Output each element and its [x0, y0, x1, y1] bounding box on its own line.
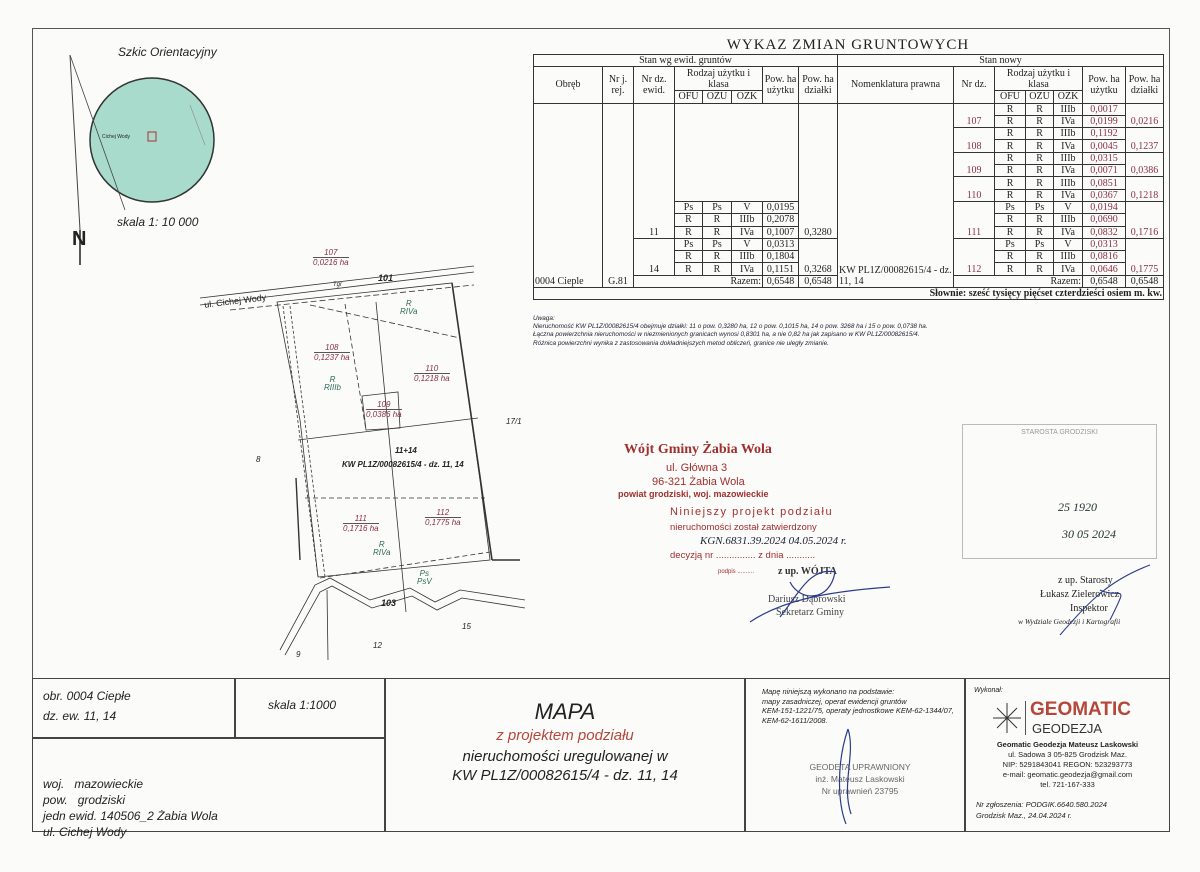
table-cell: R [995, 103, 1026, 115]
table-cell: 0,1775 [1126, 238, 1164, 275]
table-cell: R [703, 251, 732, 263]
map-subtitle: z projektem podziału [496, 727, 634, 744]
table-cell: 108 [954, 128, 995, 153]
title-location-box [32, 738, 385, 839]
parcel-107: 107 0,0216 ha [313, 248, 349, 267]
table-cell: IVa [1054, 263, 1083, 275]
table-cell: 0,0313 [763, 238, 799, 250]
table-cell: Ps [703, 201, 732, 213]
notes [533, 315, 928, 348]
table-cell: 0,1192 [1083, 128, 1126, 140]
table-cell: 0,3268 [799, 238, 838, 275]
compass-rose-icon [992, 701, 1022, 735]
table-cell: 110 [954, 177, 995, 202]
col-powu: Pow. ha użytku [763, 67, 799, 103]
approval-city: 96-321 Żabia Wola [652, 476, 745, 488]
road-103: 103 [381, 598, 397, 608]
table-cell: R [995, 226, 1026, 238]
table-cell: R [995, 177, 1026, 189]
table-cell: Ps [1026, 238, 1054, 250]
col-rodzaj-new: Rodzaj użytku i klasa [995, 67, 1083, 91]
title-pow: pow. grodziski [43, 793, 126, 807]
col-powu-new: Pow. ha użytku [1083, 67, 1126, 103]
map-subtitle: nieruchomości uregulowanej w [462, 748, 668, 765]
neighbour-12: 12 [373, 641, 382, 650]
neighbour-15: 15 [462, 622, 471, 631]
table-cell: 0,0690 [1083, 214, 1126, 226]
new-state-header: Stan nowy [838, 55, 1164, 67]
table-cell: IIIb [732, 214, 763, 226]
table-cell: 0,1151 [763, 263, 799, 275]
table-cell: 0,0816 [1083, 251, 1126, 263]
table-cell: R [995, 251, 1026, 263]
sketch-street: Cichej Wody [102, 134, 130, 140]
title-obreb: obr. 0004 Ciepłe [43, 689, 131, 703]
table-cell: R [675, 226, 703, 238]
col-rodzaj: Rodzaj użytku i klasa [675, 67, 763, 91]
table-cell: R [1026, 177, 1054, 189]
table-cell: R [1026, 152, 1054, 164]
table-cell: V [1054, 201, 1083, 213]
col-ofu: OFU [675, 91, 703, 103]
table-cell: 0,0851 [1083, 177, 1126, 189]
table-cell: Razem: [954, 275, 1083, 287]
neighbour-8: 8 [256, 455, 261, 464]
table-cell: R [703, 214, 732, 226]
notes-line: Łączna powierzchnia nieruchomości w niezmienionych granicach wynosi 0,8301 ha, a nie 0,82 ha jak zapisano w KW PL1Z/00082615/4. [533, 331, 920, 339]
title-woj: woj. mazowieckie [43, 777, 144, 791]
table-cell: 11 [634, 103, 675, 238]
table-cell: 0,0386 [1126, 152, 1164, 177]
table-row [534, 103, 1164, 115]
approval-zup: z up. WÓJTA [778, 566, 837, 577]
col-nrj: Nr j. rej. [603, 67, 634, 103]
title-jedn: jedn ewid. 140506_2 Żabia Wola [43, 809, 218, 823]
basis-line: KEM-62-1611/2008. [762, 715, 828, 725]
sketch-title: Szkic Orientacyjny [118, 45, 217, 59]
stamp-head: STAROSTA GRODZISKI [1021, 429, 1098, 436]
col-nrdz-new: Nr dz. [954, 67, 995, 103]
geodeta-stamp: GEODETA UPRAWNIONY inż. Mateusz Laskowski Nr uprawnień 23795 [809, 762, 911, 796]
table-cell: IIIb [1054, 128, 1083, 140]
title-dz: dz. ew. 11, 14 [43, 709, 117, 723]
table-cell: R [675, 214, 703, 226]
sketch-scale: skala 1: 10 000 [117, 215, 199, 229]
table-cell: R [1026, 128, 1054, 140]
land-use-label: R RIVa [373, 540, 391, 557]
title-basis-box [745, 678, 965, 832]
table-cell: V [732, 201, 763, 213]
table-cell: 0,1804 [763, 251, 799, 263]
table-cell: R [1026, 115, 1054, 127]
col-ozk: OZK [732, 91, 763, 103]
table-cell: V [732, 238, 763, 250]
land-use-label: R RIVa [400, 299, 418, 316]
north-arrow-icon: N [72, 228, 87, 250]
table-cell: Ps [1026, 201, 1054, 213]
registration-info: Nr zgłoszenia: PODGIK.6640.580.2024 Grodzisk Maz., 24.04.2024 r. [976, 800, 1107, 820]
starosta-zup: z up. Starosty [1058, 575, 1113, 586]
table-cell: Ps [675, 201, 703, 213]
table-cell: IIIb [1054, 177, 1083, 189]
stamp-date-handwritten: 30 05 2024 [1062, 527, 1116, 541]
parcel-112: 112 0,1775 ha [425, 508, 461, 527]
obreb-cell: 0004 Cieple [534, 103, 603, 287]
col-ofu-new: OFU [995, 91, 1026, 103]
col-ozu-new: OZU [1026, 91, 1054, 103]
table-cell: 0,0071 [1083, 165, 1126, 177]
table-title: WYKAZ ZMIAN GRUNTOWYCH [726, 37, 970, 53]
old-state-header: Stan wg ewid. gruntów [534, 55, 838, 67]
table-cell: R [995, 115, 1026, 127]
title-contractor-box [965, 678, 1170, 832]
table-cell: IVa [1054, 140, 1083, 152]
slownie: Słownie: sześć tysięcy pięćset czterdzieści osiem m. kw. [534, 288, 1164, 300]
table-cell: R [1026, 103, 1054, 115]
signature-starosta [1040, 560, 1160, 640]
wykonal-label: Wykonał: [974, 687, 1003, 694]
table-cell: IVa [732, 263, 763, 275]
land-change-table [533, 54, 1164, 300]
title-street: ul. Cichej Wody [43, 825, 127, 839]
title-scale: skala 1:1000 [268, 698, 337, 712]
col-nrdz: Nr dz. ewid. [634, 67, 675, 103]
logo-geomatic: GEOMATIC [1030, 699, 1131, 720]
table-cell: 0,0313 [1083, 238, 1126, 250]
table-cell: 0,6548 [799, 275, 838, 287]
approval-street: ul. Główna 3 [666, 462, 728, 474]
table-cell: V [1054, 238, 1083, 250]
table-cell: R [995, 189, 1026, 201]
table-cell: 0,1007 [763, 226, 799, 238]
table-cell: 0,0646 [1083, 263, 1126, 275]
nomenclature-cell: KW PL1Z/00082615/4 - dz. 11, 14 [838, 103, 954, 287]
land-use-label: R RIIIb [324, 375, 341, 392]
logo-geodezja: GEODEZJA [1032, 721, 1103, 736]
neighbour-9: 9 [296, 650, 301, 659]
notes-line: Różnica powierzchni wynika z zastosowania dokładniejszych metod obliczeń, granice nie uległy zmianie. [533, 339, 829, 347]
table-cell: Razem: [634, 275, 763, 287]
center-kw: KW PL1Z/00082615/4 - dz. 11, 14 [342, 460, 464, 469]
notes-title: Uwaga: [533, 315, 555, 322]
table-cell: IVa [1054, 189, 1083, 201]
title-scale-box [235, 678, 385, 738]
col-powd: Pow. ha działki [799, 67, 838, 103]
table-cell: 0,0832 [1083, 226, 1126, 238]
table-cell: R [1026, 165, 1054, 177]
table-cell: IVa [1054, 115, 1083, 127]
podpis-label: podpis .......... [718, 569, 755, 575]
col-powd-new: Pow. ha działki [1126, 67, 1164, 103]
decision-number-handwritten: KGN.6831.39.2024 04.05.2024 r. [700, 535, 847, 547]
table-cell: R [995, 263, 1026, 275]
approval-line3: decyzją nr ............... z dnia ........... [670, 550, 816, 561]
land-use-label: Ps PsV [417, 569, 432, 586]
center-parcel-nr: 11+14 [395, 446, 417, 455]
starosta-dept: w Wydziale Geodezji i Kartografii [1018, 617, 1121, 626]
table-cell: R [995, 152, 1026, 164]
table-cell: R [995, 214, 1026, 226]
table-cell: R [995, 165, 1026, 177]
table-cell: R [1026, 189, 1054, 201]
table-cell: 0,1716 [1126, 201, 1164, 238]
stamp-number-handwritten: 25 1920 [1058, 500, 1097, 514]
parcel-111: 111 0,1716 ha [343, 514, 379, 533]
table-cell: Ps [675, 238, 703, 250]
parcel-109: 109 0,0386 ha [366, 400, 402, 419]
signature-geodeta [826, 724, 866, 829]
table-cell: R [703, 226, 732, 238]
table-cell: IVa [732, 226, 763, 238]
title-parcel-box [32, 678, 235, 738]
map-title: MAPA [534, 699, 596, 724]
table-cell: 0,0315 [1083, 152, 1126, 164]
table-cell: 0,0045 [1083, 140, 1126, 152]
col-ozu: OZU [703, 91, 732, 103]
table-cell: 0,3280 [799, 103, 838, 238]
title-map-box [385, 678, 745, 832]
table-cell: 0,2078 [763, 214, 799, 226]
table-cell: IVa [1054, 165, 1083, 177]
table-cell: 107 [954, 103, 995, 128]
table-cell: 0,0367 [1083, 189, 1126, 201]
table-cell: 0,0199 [1083, 115, 1126, 127]
table-cell: IIIb [1054, 103, 1083, 115]
table-cell: 14 [634, 238, 675, 275]
table-cell: IIIb [1054, 251, 1083, 263]
table-cell: 0,6548 [1083, 275, 1126, 287]
street-label: ul. Cichej Wody [203, 292, 267, 310]
neighbour-17-1: 17/1 [506, 417, 522, 426]
map-subtitle: KW PL1Z/00082615/4 - dz. 11, 14 [452, 767, 678, 784]
table-cell: 0,0017 [1083, 103, 1126, 115]
table-cell: R [1026, 214, 1054, 226]
col-nomen: Nomenklatura prawna [838, 67, 954, 103]
notes-line: Nieruchomość KW PL1Z/00082615/4 obejmuje działki: 11 o pow. 0,3280 ha, 12 o pow. 0,1015 ha, 14 o pow. 3268 ha i 15 o pow. 0,0738 ha. [533, 323, 928, 331]
table-cell: R [995, 140, 1026, 152]
table-cell: R [675, 251, 703, 263]
table-cell: 0,0194 [1083, 201, 1126, 213]
table-cell: 112 [954, 238, 995, 275]
table-cell: Ps [703, 238, 732, 250]
parcel-110: 110 0,1218 ha [414, 364, 450, 383]
table-cell: R [1026, 226, 1054, 238]
approval-name: Dariusz Dąbrowski [768, 594, 846, 605]
table-cell: IIIb [1054, 152, 1083, 164]
small-label: Tgr [333, 282, 342, 288]
table-cell: 111 [954, 201, 995, 238]
table-cell: 0,0216 [1126, 103, 1164, 128]
starosta-stamp [962, 424, 1157, 559]
approval-line1: Niniejszy projekt podziału [670, 506, 834, 518]
starosta-role: Inspektor [1070, 603, 1108, 614]
table-cell: 0,6548 [763, 275, 799, 287]
parcel-108: 108 0,1237 ha [314, 343, 350, 362]
signature-wojt [740, 562, 900, 632]
approval-region: powiat grodziski, woj. mazowieckie [618, 489, 769, 499]
starosta-name: Łukasz Zielerowicz [1040, 589, 1120, 600]
approval-role: Sekretarz Gminy [776, 607, 845, 618]
table-cell: 0,0195 [763, 201, 799, 213]
table-cell: 0,1237 [1126, 128, 1164, 153]
firm-details: Geomatic Geodezja Mateusz Laskowski ul. Sadowa 3 05-825 Grodzisk Maz. NIP: 5291843041 REGON: 523293773 e-mail: geomatic.geodezja@gmail.com tel. 721-167-333 [996, 740, 1139, 789]
approval-office: Wójt Gminy Żabia Wola [624, 442, 772, 457]
table-cell: IIIb [1054, 214, 1083, 226]
table-cell: Ps [995, 238, 1026, 250]
road-101: 101 [378, 273, 394, 283]
table-cell: 0,6548 [1126, 275, 1164, 287]
table-cell: R [995, 128, 1026, 140]
table-cell: R [1026, 251, 1054, 263]
approval-line2: nieruchomości został zatwierdzony [670, 522, 817, 533]
nrj-cell: G.81 [603, 103, 634, 287]
table-cell: Ps [995, 201, 1026, 213]
table-cell: R [1026, 263, 1054, 275]
table-cell: IVa [1054, 226, 1083, 238]
basis-title: Mapę niniejszą wykonano na podstawie: [762, 687, 895, 696]
table-cell: R [703, 263, 732, 275]
table-cell: 109 [954, 152, 995, 177]
table-cell: R [1026, 140, 1054, 152]
col-obreb: Obręb [534, 67, 603, 103]
table-cell: IIIb [732, 251, 763, 263]
basis-line: KEM-151-1221/75, operaty jednostkowe KEM-62-1344/07, [762, 706, 954, 715]
table-cell: 0,1218 [1126, 177, 1164, 202]
col-ozk-new: OZK [1054, 91, 1083, 103]
table-cell: R [675, 263, 703, 275]
empty-cell [675, 103, 799, 201]
basis-line: mapy zasadniczej, operat ewidencji gruntów [762, 696, 907, 706]
parcel-map [0, 0, 540, 670]
